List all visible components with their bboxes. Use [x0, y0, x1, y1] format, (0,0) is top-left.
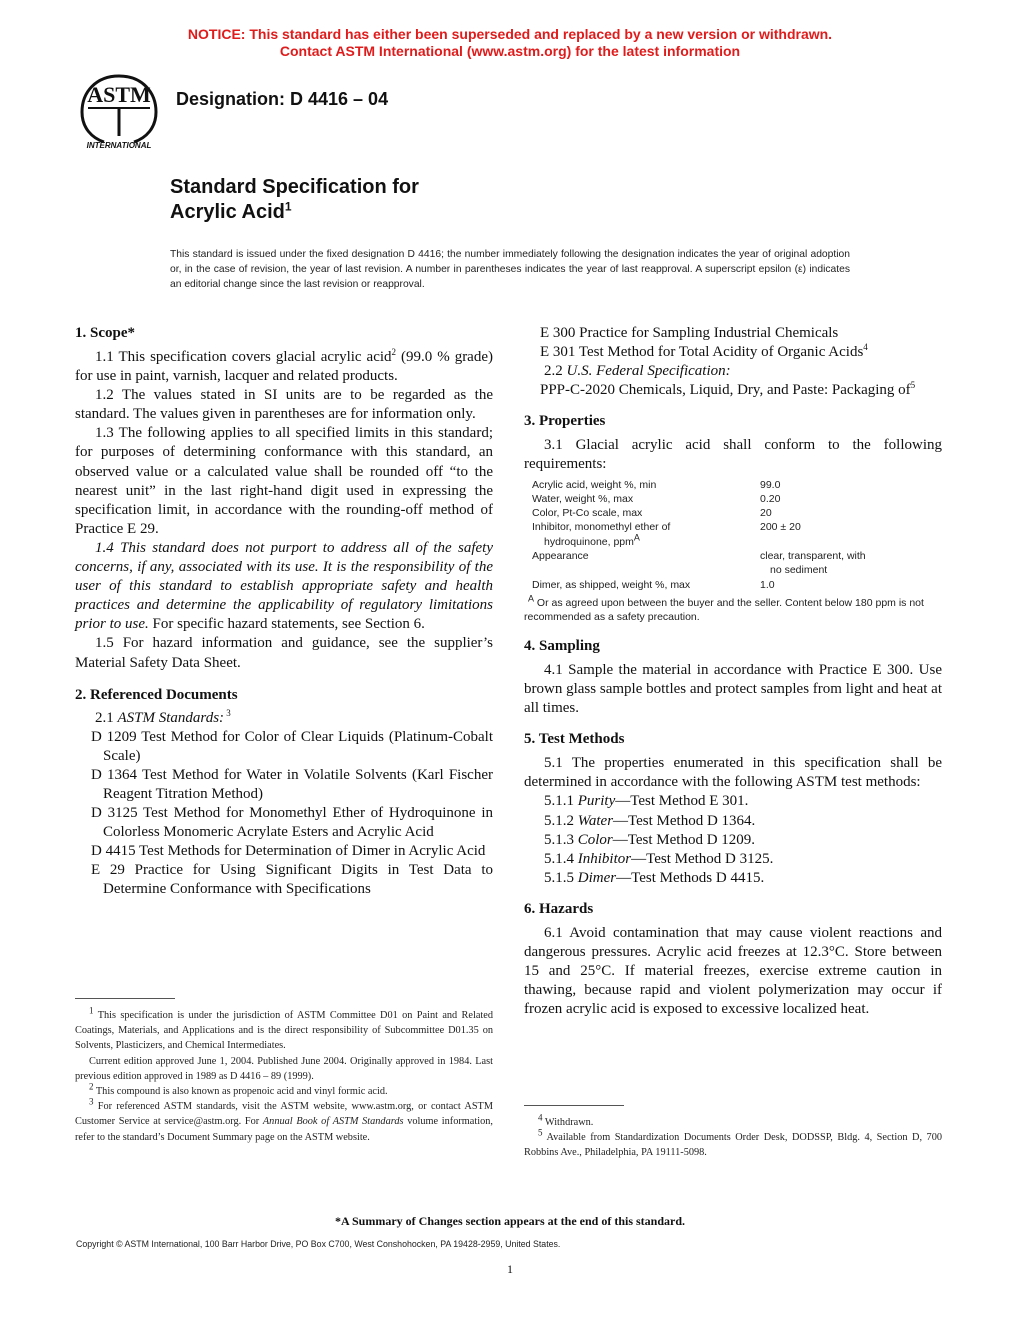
page-title: Standard Specification for Acrylic Acid$^1$	[170, 176, 419, 223]
designation: Designation: D 4416 – 04	[176, 89, 389, 109]
list-item: 5.1.5 Dimer—Test Methods D 4415.	[544, 869, 765, 886]
ref-item: E 301 Test Method for Total Acidity of Organic Acids$^4$	[540, 342, 868, 361]
list-item: 5.1.2 Water—Test Method D 1364.	[544, 812, 756, 829]
copyright: Copyright © ASTM International, 100 Barr Harbor Drive, PO Box C700, West Conshohocken, PA 19428-2959, United States.	[76, 1239, 561, 1249]
list-item: 5.1.4 Inhibitor—Test Method D 3125.	[544, 850, 774, 867]
table-row: hydroquinone, ppm$^A$	[544, 532, 640, 548]
ref-item: E 300 Practice for Sampling Industrial Chemicals	[540, 325, 839, 341]
table-row: Appearance clear, transparent, with	[532, 550, 866, 563]
footnotes-right: $^4$ Withdrawn. $^5$ Available from Standardization Documents Order Desk, DODSSP, Bldg. 4, Section D, 700 Robbins Ave., Philadelphia, PA 19111-5098.	[524, 1112, 942, 1159]
summary-note: *A Summary of Changes section appears at the end of this standard.	[334, 1214, 686, 1228]
ref-item: E 29 Practice for Using Significant Digits in Test Data to Determine Conformance with Specifications	[91, 862, 493, 898]
ref-item: D 3125 Test Method for Monomethyl Ether of Hydroquinone in Colorless Monomeric Acrylate Esters and Acrylic Acid	[91, 805, 493, 841]
section-heading-sampling: 4. Sampling	[524, 637, 600, 654]
list-item: 5.1.1 Purity—Test Method E 301.	[544, 793, 749, 810]
ref-item: D 1364 Test Method for Water in Volatile Solvents (Karl Fischer Reagent Titration Method)	[91, 766, 493, 802]
ref-item: D 4415 Test Methods for Determination of Dimer in Acrylic Acid	[91, 843, 486, 860]
section-heading-scope: 1. Scope*	[75, 325, 135, 341]
page-number: 1	[507, 1262, 513, 1276]
table-row: Dimer, as shipped, weight %, max 1.0	[532, 578, 775, 591]
properties-table	[524, 478, 942, 592]
notice-line-2: Contact ASTM International (www.astm.org) for the latest information	[279, 43, 741, 59]
footnote-rule	[75, 998, 175, 999]
right-column: E 300 Practice for Sampling Industrial Chemicals E 301 Test Method for Total Acidity of Organic Acids$^4$ 2.2 U.S. Federal Specification: PPP-C-2020 Chemicals, Liquid, Dry, and Paste: Packaging $of^5$ 3. Properties 3.1 Glacial acrylic acid shall conform to the following requirements: Acrylic acid, weight %, min 99.0 Water, weight %, max 0.20 Color, Pt-Co scale, max 20 Inhibitor, monomethyl ether of 200 ± 20 hydroquinone, ppm$^A$ Appearance clear, transparent, with no sediment Dimer, as shipped, weight %, max 1.0 $^A$ Or as agreed upon between the buyer and the seller. Content below 180 ppm is not recommended as a safety precaution. 4. Sampling 4.1 Sample the material in accordance with Practice E 300. Use brown glass sample bottles and protect samples from light and heat at all times. 5. Test Methods 5.1 The properties enumerated in this specification shall be determined in accordance with the following ASTM test methods: 5.1.1 Purity—Test Method E 301. 5.1.2 Water—Test Method D 1364. 5.1.3 Color—Test Method D 1209. 5.1.4 Inhibitor—Test Method D 3125. 5.1.5 Dimer—Test Methods D 4415. 6. Hazards 6.1 Avoid contamination that may cause violent reactions and dangerous pressures. Acrylic acid freezes at 12.3°C. Store between 15 and 25°C. If material freezes, exercise extreme caution in thawing, because rapid and violent polymerization may occur if frozen acrylic acid is exposed to excessive localized heat.	[524, 325, 942, 1018]
astm-logo	[74, 72, 164, 152]
table-row: no sediment	[770, 564, 828, 577]
left-column: 1. Scope* 1.1 This specification covers glacial acrylic acid$^2$ (99.0 % grade) for use in paint, varnish, lacquer and related products. 1.2 The values stated in SI units are to be regarded as the standard. The values given in parentheses are for information only. 1.3 The following applies to all specified limits in this standard; for purposes of determining conformance with this standard, an observed value or a calculated value shall be rounded off “to the nearest unit” in the last right-hand digit used in expressing the specification limit, in accordance with the rounding-off method of Practice E 29. 1.4 This standard does not purport to address all of the safety concerns, if any, associated with its use. It is the responsibility of the user of this standard to establish appropriate safety and health practices and determine the applicability of regulatory limitations prior to use. For specific hazard statements, see Section 6. 1.5 For hazard information and guidance, see the supplier’s Material Safety Data Sheet. 2. Referenced Documents 2.1 ASTM Standards: $^3$ D 1209 Test Method for Color of Clear Liquids (Platinum-Cobalt Scale) D 1364 Test Method for Water in Volatile Solvents (Karl Fischer Reagent Titration Method) D 3125 Test Method for Monomethyl Ether of Hydroquinone in Colorless Monomeric Acrylate Esters and Acrylic Acid D 4415 Test Methods for Determination of Dimer in Acrylic Acid E 29 Practice for Using Significant Digits in Test Data to Determine Conformance with Specifications	[75, 324, 493, 900]
list-item: 5.1.3 Color—Test Method D 1209.	[544, 831, 756, 848]
intro-paragraph: This standard is issued under the fixed designation D 4416; the number immediately following the designation indicates the year of original adoption or, in the case of revision, the year of last revision. A number in parentheses indicates the year of last reapproval. A superscript epsilon (ε) indicates an editorial change since the last revision or reapproval.	[170, 249, 850, 290]
section-heading-properties: 3. Properties	[524, 413, 606, 430]
footnotes-left: $^1$ This specification is under the jurisdiction of ASTM Committee D01 on Paint and Related Coatings, Materials, and Applications and is the direct responsibility of Subcommittee D01.35 on Solvents, Plasticizers, and Chemical Intermediates. Current edition approved June 1, 2004. Published June 2004. Originally approved in 1984. Last previous edition approved in 1989 as D 4416 – 89 (1999). $^2$ This compound is also known as propenoic acid and vinyl formic acid. $^3$ For referenced ASTM standards, visit the ASTM website, www.astm.org, or contact ASTM Customer Service at service@astm.org. For Annual Book of ASTM Standards volume information, refer to the standard’s Document Summary page on the ASTM website.	[75, 1005, 494, 1143]
section-heading-test-methods: 5. Test Methods	[524, 731, 625, 748]
ref-item: D 1209 Test Method for Color of Clear Liquids (Platinum-Cobalt Scale)	[91, 728, 493, 764]
notice-line-1: NOTICE: This standard has either been superseded and replaced by a new version or withdrawn.	[187, 26, 833, 42]
table-row: Water, weight %, max 0.20	[532, 492, 781, 505]
section-heading-hazards: 6. Hazards	[524, 900, 594, 917]
table-row: Inhibitor, monomethyl ether of 200 ± 20	[532, 521, 801, 534]
table-note: $^A$ Or as agreed upon between the buyer and the seller. Content below 180 ppm is not recommended as a safety precaution.	[524, 593, 924, 624]
logo-subtitle: INTERNATIONAL	[86, 141, 152, 150]
table-row: Acrylic acid, weight %, min 99.0	[532, 478, 781, 491]
logo-letters: ASTM	[87, 82, 151, 107]
ref-item: PPP-C-2020 Chemicals, Liquid, Dry, and Paste: Packaging $of^5$	[540, 380, 916, 399]
table-row: Color, Pt-Co scale, max 20	[532, 507, 772, 520]
section-heading-refdocs: 2. Referenced Documents	[75, 686, 238, 703]
footnote-rule	[524, 1105, 624, 1106]
